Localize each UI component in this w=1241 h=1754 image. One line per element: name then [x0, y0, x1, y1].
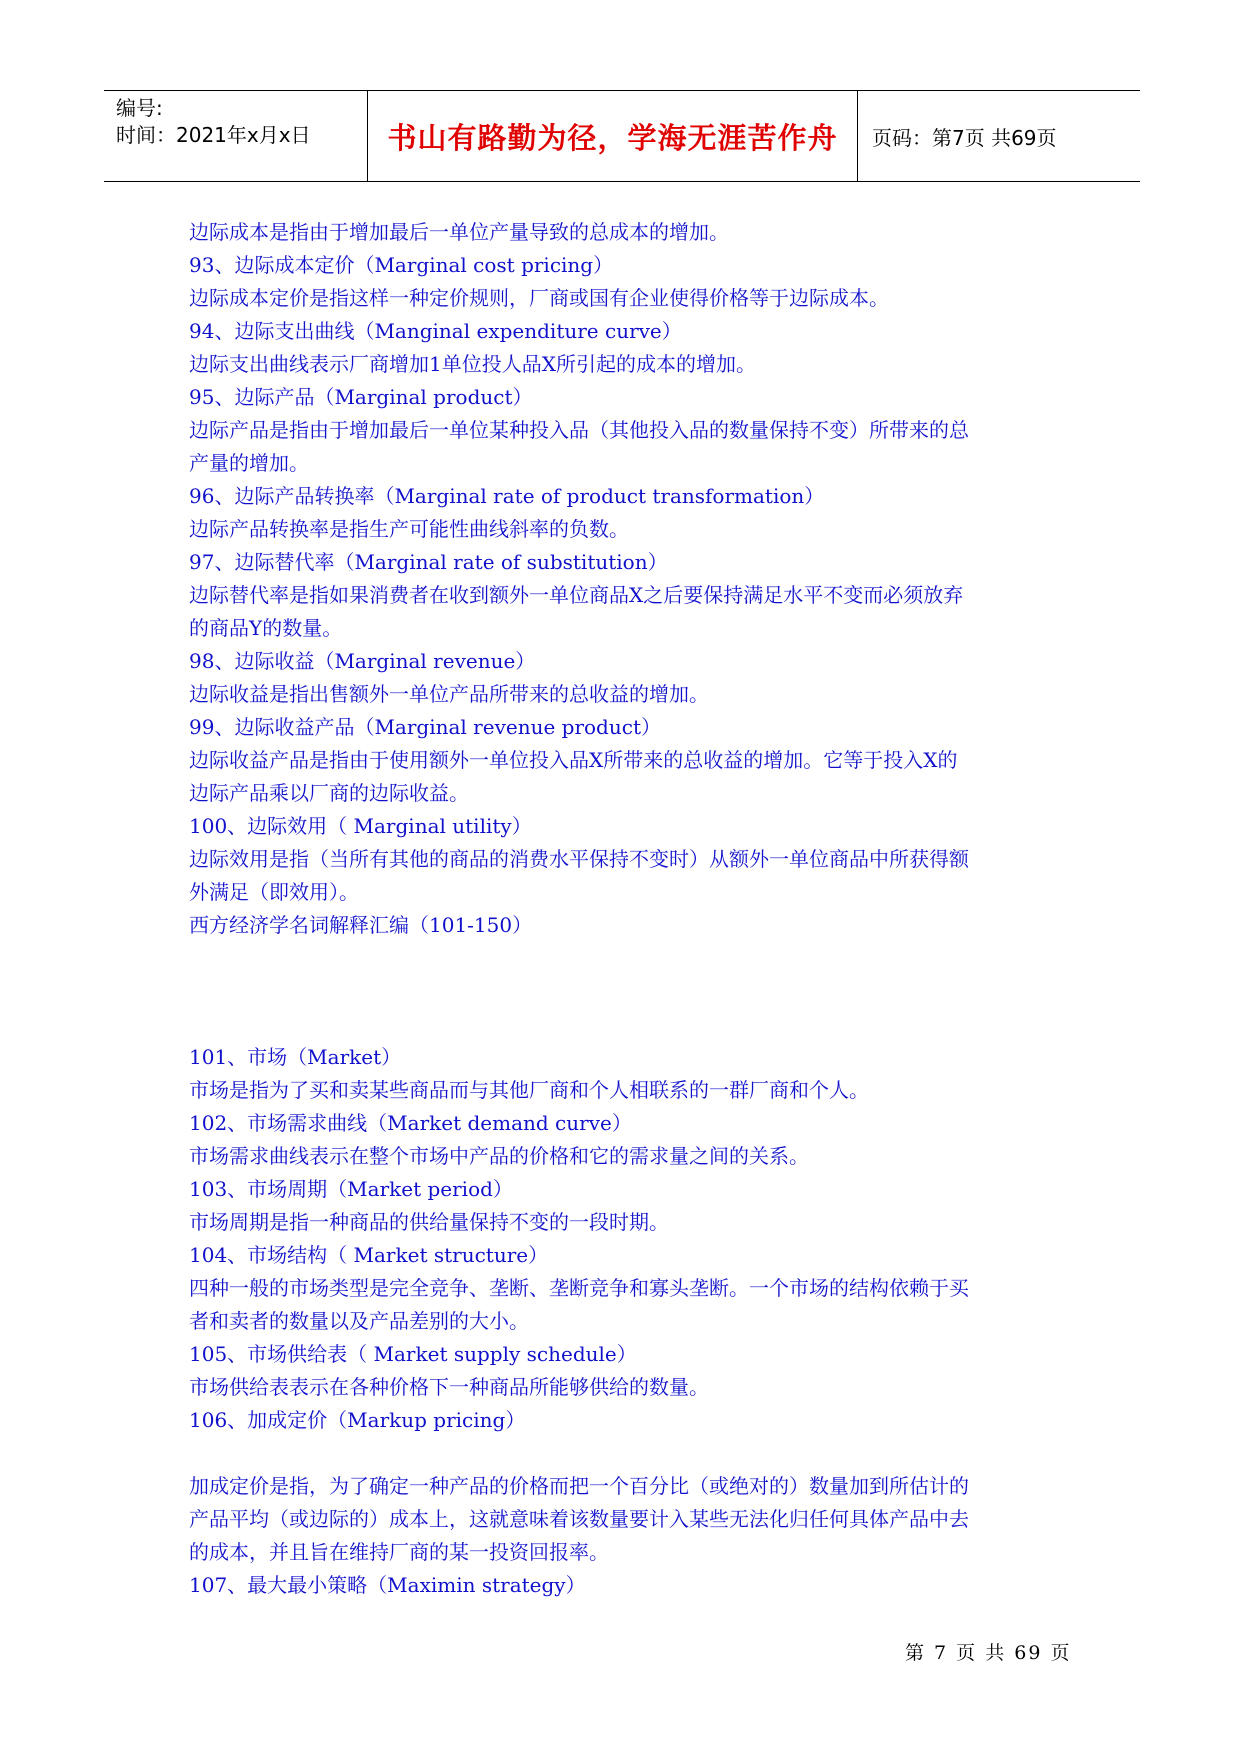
- text-line: 边际支出曲线表示厂商增加1单位投人品X所引起的成本的增加。: [189, 352, 756, 376]
- text-line: 边际收益是指出售额外一单位产品所带来的总收益的增加。: [189, 682, 709, 706]
- term-heading: 94、边际支出曲线（Manginal expenditure curve）: [189, 319, 682, 343]
- blank-line: [189, 942, 1069, 975]
- text-line: 边际成本是指由于增加最后一单位产量导致的总成本的增加。: [189, 220, 729, 244]
- text-line: 者和卖者的数量以及产品差别的大小。: [189, 1309, 529, 1333]
- header-motto: 书山有路勤为径，学海无涯苦作舟: [368, 91, 858, 181]
- term-heading: 93、边际成本定价（Marginal cost pricing）: [189, 253, 614, 277]
- term-heading: 105、市场供给表（ Market supply schedule）: [189, 1342, 637, 1366]
- term-heading: 99、边际收益产品（Marginal revenue product）: [189, 715, 661, 739]
- blank-line: [189, 975, 1069, 1008]
- number-label: 编号:: [116, 96, 163, 120]
- term-heading: 103、市场周期（Market period）: [189, 1177, 513, 1201]
- term-heading: 98、边际收益（Marginal revenue）: [189, 649, 536, 673]
- blank-line: [189, 1008, 1069, 1041]
- text-line: 边际替代率是指如果消费者在收到额外一单位商品X之后要保持满足水平不变而必须放弃: [189, 583, 964, 607]
- header-page-info: 页码：第7页 共69页: [872, 125, 1057, 150]
- text-line: 外满足（即效用）。: [189, 880, 359, 904]
- section-title: 西方经济学名词解释汇编（101-150）: [189, 913, 533, 937]
- text-line: 市场周期是指一种商品的供给量保持不变的一段时期。: [189, 1210, 669, 1234]
- text-line: 的成本，并且旨在维持厂商的某一投资回报率。: [189, 1540, 609, 1564]
- text-line: 边际效用是指（当所有其他的商品的消费水平保持不变时）从额外一单位商品中所获得额: [189, 847, 969, 871]
- term-heading: 97、边际替代率（Marginal rate of substitution）: [189, 550, 668, 574]
- term-heading: 106、加成定价（Markup pricing）: [189, 1408, 526, 1432]
- text-line: 边际收益产品是指由于使用额外一单位投入品X所带来的总收益的增加。它等于投入X的: [189, 748, 958, 772]
- text-line: 加成定价是指，为了确定一种产品的价格而把一个百分比（或绝对的）数量加到所估计的: [189, 1474, 969, 1498]
- term-heading: 95、边际产品（Marginal product）: [189, 385, 533, 409]
- document-body: [189, 216, 1069, 1602]
- text-line: 四种一般的市场类型是完全竞争、垄断、垄断竞争和寡头垄断。一个市场的结构依赖于买: [189, 1276, 969, 1300]
- blank-line: [189, 1437, 1069, 1470]
- text-line: 边际产品乘以厂商的边际收益。: [189, 781, 469, 805]
- page-header: [104, 90, 1140, 182]
- page-footer: 第 7 页 共 69 页: [905, 1642, 1072, 1664]
- text-line: 市场供给表表示在各种价格下一种商品所能够供给的数量。: [189, 1375, 709, 1399]
- text-line: 边际产品是指由于增加最后一单位某种投入品（其他投入品的数量保持不变）所带来的总: [189, 418, 969, 442]
- term-heading: 107、最大最小策略（Maximin strategy）: [189, 1573, 586, 1597]
- term-heading: 101、市场（Market）: [189, 1045, 402, 1069]
- text-line: 边际产品转换率是指生产可能性曲线斜率的负数。: [189, 517, 629, 541]
- text-line: 市场需求曲线表示在整个市场中产品的价格和它的需求量之间的关系。: [189, 1144, 809, 1168]
- text-line: 产量的增加。: [189, 451, 309, 475]
- term-heading: 100、边际效用（ Marginal utility）: [189, 814, 532, 838]
- time-label: 时间：2021年x月x日: [116, 123, 311, 147]
- text-line: 产品平均（或边际的）成本上，这就意味着该数量要计入某些无法化归任何具体产品中去: [189, 1507, 969, 1531]
- text-line: 的商品Y的数量。: [189, 616, 343, 640]
- header-meta: [104, 91, 368, 181]
- term-heading: 104、市场结构（ Market structure）: [189, 1243, 549, 1267]
- term-heading: 102、市场需求曲线（Market demand curve）: [189, 1111, 632, 1135]
- text-line: 边际成本定价是指这样一种定价规则，厂商或国有企业使得价格等于边际成本。: [189, 286, 889, 310]
- text-line: 市场是指为了买和卖某些商品而与其他厂商和个人相联系的一群厂商和个人。: [189, 1078, 869, 1102]
- term-heading: 96、边际产品转换率（Marginal rate of product transformation）: [189, 484, 825, 508]
